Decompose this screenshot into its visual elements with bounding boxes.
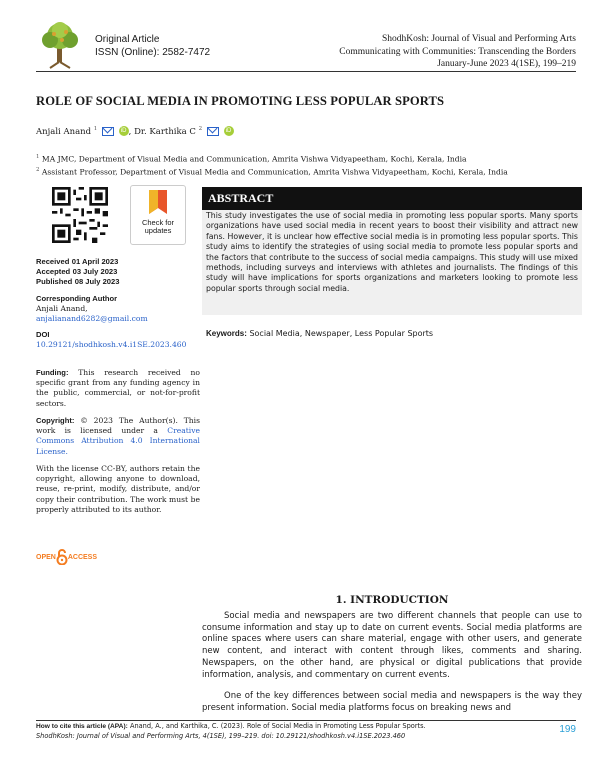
check-updates-line1: Check for — [141, 217, 175, 227]
affiliation-2: $^2$ Assistant Professor, Department of Visual Media and Communication, Amrita Vishwa Vidyapeetham, Kochi, Kerala, India — [36, 166, 508, 177]
issn: ISSN (Online): 2582-7472 — [95, 47, 211, 58]
open-access-logo — [36, 548, 126, 568]
keywords — [206, 329, 433, 338]
check-updates-line2: updates — [144, 226, 172, 235]
affiliations — [36, 152, 508, 177]
header-right — [339, 33, 576, 71]
open-access-left: OPEN — [36, 554, 56, 561]
qr-code — [52, 187, 108, 243]
received-label: Received — [36, 257, 70, 266]
affiliation-1: $^1$ MA JMC, Department of Visual Media and Communication, Amrita Vishwa Vidyapeetham, Kochi, Kerala, India — [36, 154, 467, 164]
received-date: 01 April 2023 — [71, 257, 119, 266]
check-for-updates-badge[interactable] — [130, 185, 186, 245]
journal-logo — [36, 20, 84, 70]
published-date: 08 July 2023 — [74, 277, 120, 287]
abstract-text: This study investigates the use of social media in promoting less popular sports. Many sports organizations have used social media in recent years to boost their visibility and attract new fans. However, it is unclear how effective social media is in promoting less popular sports. This study aims to identify the strategies of using social media to promote less popular sports and the factors that contribute to the success of social media campaigns. This study will use mixed methods, including surveys and interviews with athletes and journalists. The findings of this study will have implications for sports organizations and marketers looking to promote less popular sports through social media. — [206, 211, 578, 293]
author-1-sup: 1 — [93, 126, 98, 132]
copyright-block — [36, 416, 200, 457]
copyright-text: © 2023 The Author(s). This work is licensed under a — [36, 416, 200, 436]
header-left — [95, 33, 210, 59]
open-access-right: ACCESS — [67, 554, 98, 561]
email-icon[interactable] — [102, 127, 114, 136]
issue-subtitle: Communicating with Communities: Transcending the Borders — [339, 46, 576, 57]
padlock-icon — [56, 549, 68, 565]
page-number: 199 — [559, 724, 576, 735]
doi-label: DOI — [36, 330, 50, 339]
corr-name: Anjali Anand, — [36, 304, 88, 314]
cite-text: Anand, A., and Karthika, C. (2023). Role of Social Media in Promoting Less Popular Sports. — [129, 722, 426, 730]
email-icon[interactable] — [207, 127, 219, 136]
copyright-label: Copyright: — [36, 416, 75, 425]
corresponding-author-block — [36, 294, 200, 325]
orcid-icon[interactable]: iD — [224, 126, 234, 136]
accepted-date: 03 July 2023 — [72, 267, 118, 277]
author-2-sup: 2 — [198, 126, 203, 132]
license-note: With the license CC-BY, authors retain the copyright, allowing anyone to download, reuse, re-print, modify, distribute, and/or copy their contribution. The work must be properly attributed to its author. — [36, 464, 200, 514]
dates-block — [36, 257, 200, 288]
keywords-text: Social Media, Newspaper, Less Popular Sports — [249, 329, 434, 338]
cite-label: How to cite this article (APA): — [36, 723, 128, 730]
funding-label: Funding: — [36, 368, 69, 377]
funding-text: This research received no specific grant from any funding agency in the public, commercial, or not-for-profit sectors. — [36, 368, 200, 408]
author-1-name: Anjali Anand — [36, 126, 92, 137]
doi-block — [36, 330, 200, 350]
section-heading-introduction: 1. INTRODUCTION — [335, 594, 449, 606]
funding-block — [36, 368, 200, 409]
author-list: Anjali Anand $^1$ iD , Dr. Karthika C $^2$ iD — [36, 126, 234, 137]
article-title: ROLE OF SOCIAL MEDIA IN PROMOTING LESS POPULAR SPORTS — [36, 94, 445, 108]
keywords-label: Keywords: — [206, 329, 247, 338]
intro-paragraph-1: Social media and newspapers are two different channels that people can use to consume information and stay up to date on current events. Social media platforms are online spaces where users can share material, engage with other users, and generate new content, and interact with content through likes, comments and sharing. Newspapers, on the other hand, are physical or digital publications that provide information, analysis, and commentary on current events. — [202, 611, 582, 680]
journal-name: ShodhKosh: Journal of Visual and Performing Arts — [382, 34, 576, 44]
orcid-icon[interactable]: iD — [119, 126, 129, 136]
corr-email-link[interactable]: anjalianand6282@gmail.com — [36, 314, 148, 324]
corr-label: Corresponding Author — [36, 294, 118, 303]
issue-info: January-June 2023 4(1SE), 199–219 — [437, 59, 576, 69]
footer-divider — [36, 720, 576, 721]
cite-journal-line: ShodhKosh: Journal of Visual and Performing Arts, 4(1SE), 199–219. doi: 10.29121/shodhkosh.v4.i1SE.2023.460 — [36, 731, 406, 740]
accepted-label: Accepted — [36, 267, 71, 277]
published-label: Published — [36, 277, 73, 287]
author-2-name: Dr. Karthika C — [134, 126, 196, 137]
license-link[interactable]: Creative Commons Attribution 4.0 International License. — [36, 426, 200, 456]
bookmark-icon — [147, 190, 169, 216]
article-type: Original Article — [95, 34, 160, 45]
intro-paragraph-2: One of the key differences between social media and newspapers is the way they present information. Social media platforms focus on breaking news and — [202, 691, 582, 713]
header-divider — [36, 71, 576, 72]
citation-footer — [36, 722, 556, 741]
doi-link[interactable]: 10.29121/shodhkosh.v4.i1SE.2023.460 — [36, 340, 187, 350]
abstract-heading: ABSTRACT — [202, 187, 582, 210]
